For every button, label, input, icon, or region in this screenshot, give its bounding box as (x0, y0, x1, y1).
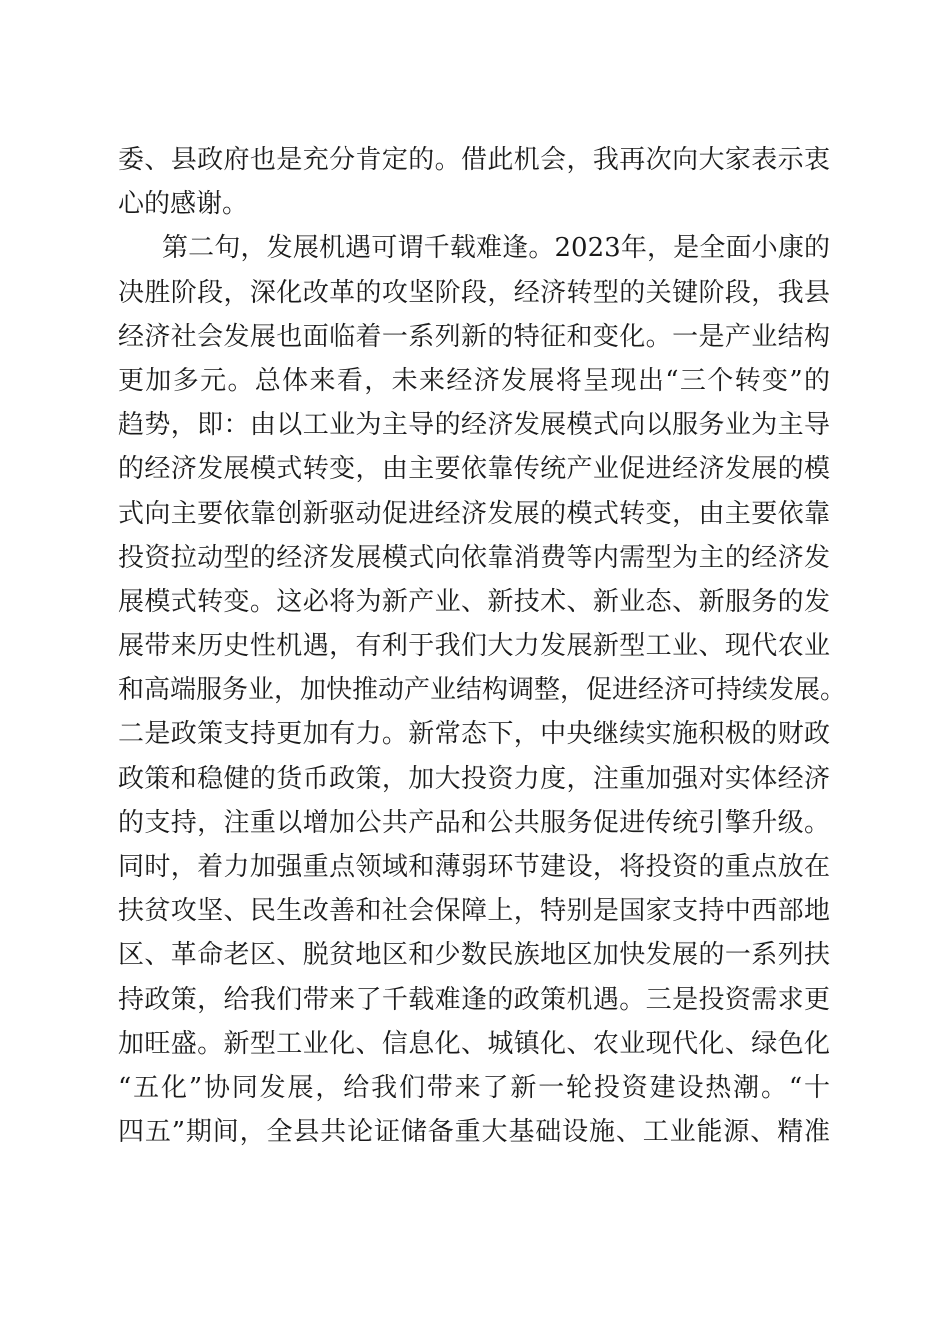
text-line: 的支持，注重以增加公共产品和公共服务促进传统引擎升级。 (118, 807, 830, 838)
text-line: 趋势，即：由以工业为主导的经济发展模式向以服务业为主导 (118, 410, 830, 441)
text-line: 四五”期间，全县共论证储备重大基础设施、工业能源、精准 (118, 1117, 830, 1148)
text-line: 的经济发展模式转变，由主要依靠传统产业促进经济发展的模 (118, 454, 830, 485)
text-line: 委、县政府也是充分肯定的。借此机会，我再次向大家表示衷 (118, 145, 830, 175)
text-line: “五化”协同发展，给我们带来了新一轮投资建设热潮。“十 (118, 1072, 830, 1103)
text-line: 心的感谢。 (118, 189, 249, 220)
text-line: 更加多元。总体来看，未来经济发展将呈现出“三个转变”的 (118, 365, 830, 396)
text-line: 展带来历史性机遇，有利于我们大力发展新型工业、现代农业 (118, 631, 830, 662)
text-line: 扶贫攻坚、民生改善和社会保障上，特别是国家支持中西部地 (118, 896, 830, 927)
paragraph-first-line: 第二句，发展机遇可谓千载难逢。2023年，是全面小康的 (162, 233, 830, 264)
text-line: 同时，着力加强重点领域和薄弱环节建设，将投资的重点放在 (118, 852, 830, 882)
text-line: 式向主要依靠创新驱动促进经济发展的模式转变，由主要依靠 (118, 498, 830, 529)
text-line: 政策和稳健的货币政策，加大投资力度，注重加强对实体经济 (118, 763, 830, 794)
text-line: 展模式转变。这必将为新产业、新技术、新业态、新服务的发 (118, 586, 830, 617)
text-line: 决胜阶段，深化改革的攻坚阶段，经济转型的关键阶段，我县 (118, 277, 830, 308)
text-line: 区、革命老区、脱贫地区和少数民族地区加快发展的一系列扶 (118, 940, 830, 971)
body-text (118, 138, 847, 1154)
text-line: 加旺盛。新型工业化、信息化、城镇化、农业现代化、绿色化 (118, 1028, 830, 1059)
text-line: 持政策，给我们带来了千载难逢的政策机遇。三是投资需求更 (118, 984, 830, 1015)
text-line: 投资拉动型的经济发展模式向依靠消费等内需型为主的经济发 (118, 542, 830, 573)
text-line: 经济社会发展也面临着一系列新的特征和变化。一是产业结构 (118, 321, 830, 352)
text-line: 二是政策支持更加有力。新常态下，中央继续实施积极的财政 (118, 719, 830, 750)
text-line: 和高端服务业，加快推动产业结构调整，促进经济可持续发展。 (118, 675, 847, 706)
